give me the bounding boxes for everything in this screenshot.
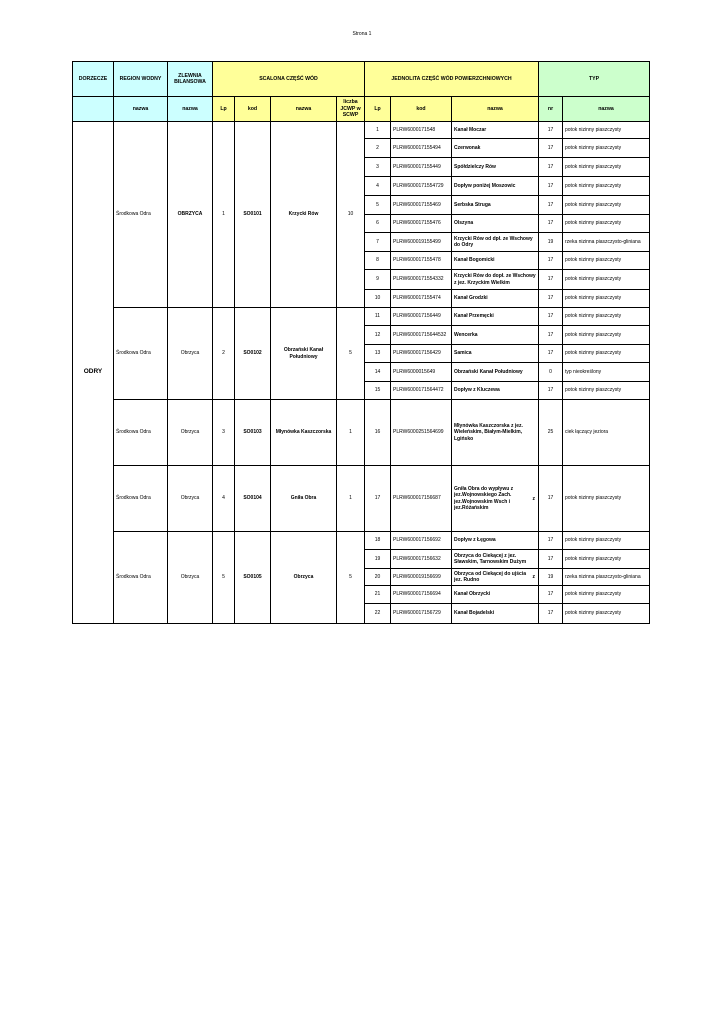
scwp-lp-cell: 5 <box>213 532 235 624</box>
region-cell: Środkowa Odra <box>114 122 168 308</box>
header-dorzecze: DORZECZE <box>73 62 114 97</box>
subheader-jcwp-nazwa: nazwa <box>452 97 539 122</box>
typ-nazwa-cell: typ nieokreślony <box>563 363 650 382</box>
table-row <box>73 532 650 550</box>
jcwp-kod-cell: PLRW600017155494 <box>391 139 452 158</box>
typ-nr-cell: 19 <box>539 569 563 586</box>
jcwp-lp-cell: 9 <box>365 270 391 290</box>
typ-nr-cell: 17 <box>539 532 563 550</box>
jcwp-lp-cell: 8 <box>365 252 391 270</box>
typ-nr-cell: 17 <box>539 252 563 270</box>
zlewnia-cell: Obrzyca <box>168 308 213 400</box>
jcwp-lp-cell: 21 <box>365 586 391 604</box>
subheader-zlewnia-nazwa: nazwa <box>168 97 213 122</box>
header-scalona: SCALONA CZĘŚĆ WÓD <box>213 62 365 97</box>
scwp-lp-cell: 3 <box>213 400 235 466</box>
jcwp-kod-cell: PLRW600017155449 <box>391 158 452 177</box>
region-cell: Środkowa Odra <box>114 466 168 532</box>
typ-nazwa-cell: potok nizinny piaszczysty <box>563 270 650 290</box>
subheader-scwp-nazwa: nazwa <box>271 97 337 122</box>
subheader-region-nazwa: nazwa <box>114 97 168 122</box>
jcwp-lp-cell: 5 <box>365 196 391 215</box>
header-region-wodny: REGION WODNY <box>114 62 168 97</box>
jcwp-kod-cell: PLRW6000171564472 <box>391 382 452 400</box>
typ-nazwa-cell: potok nizinny piaszczysty <box>563 326 650 345</box>
zlewnia-cell: OBRZYCA <box>168 122 213 308</box>
scwp-nazwa-cell: Gniła Obra <box>271 466 337 532</box>
typ-nr-cell: 17 <box>539 550 563 569</box>
typ-nazwa-cell: potok nizinny piaszczysty <box>563 382 650 400</box>
jcwp-nazwa-tail: z <box>532 495 535 502</box>
typ-nazwa-cell: ciek łączący jeziora <box>563 400 650 466</box>
jcwp-nazwa-cell: Samica <box>452 345 539 363</box>
jcwp-lp-cell: 7 <box>365 233 391 252</box>
typ-nazwa-cell: potok nizinny piaszczysty <box>563 252 650 270</box>
jcwp-kod-cell: PLRW600017155469 <box>391 196 452 215</box>
jcwp-kod-cell: PLRW6000171554729 <box>391 177 452 196</box>
header-jednolita: JEDNOLITA CZĘŚĆ WÓD POWIERZCHNIOWYCH <box>365 62 539 97</box>
header-row-1 <box>73 62 650 97</box>
typ-nazwa-cell: potok nizinny piaszczysty <box>563 345 650 363</box>
jcwp-nazwa-cell <box>452 569 539 586</box>
jcwp-nazwa-cell: Kanał Bojadelski <box>452 604 539 624</box>
jcwp-nazwa-cell: Dopływ poniżej Moszowic <box>452 177 539 196</box>
jcwp-kod-cell: PLRW6000171548 <box>391 122 452 139</box>
jcwp-lp-cell: 18 <box>365 532 391 550</box>
jcwp-nazwa-cell: Obrzański Kanał Południowy <box>452 363 539 382</box>
jcwp-kod-cell: PLRW600017155476 <box>391 215 452 233</box>
subheader-scwp-kod: kod <box>235 97 271 122</box>
table-row <box>73 466 650 532</box>
jcwp-kod-cell: PLRW60001715644532 <box>391 326 452 345</box>
typ-nr-cell: 17 <box>539 158 563 177</box>
jcwp-nazwa-cell: Młynówka Kaszczorska z jez. Wieleńskim, Białym-Mielkim, Lgińsko <box>452 400 539 466</box>
jcwp-lp-cell: 6 <box>365 215 391 233</box>
typ-nazwa-cell: potok nizinny piaszczysty <box>563 466 650 532</box>
jcwp-kod-cell: PLRW600017155474 <box>391 290 452 308</box>
jcwp-nazwa-cell: Kanał Grodzki <box>452 290 539 308</box>
page-label: Strona 1 <box>352 31 372 37</box>
typ-nr-cell: 17 <box>539 466 563 532</box>
typ-nr-cell: 17 <box>539 604 563 624</box>
typ-nazwa-cell: potok nizinny piaszczysty <box>563 177 650 196</box>
table-row <box>73 400 650 466</box>
subheader-blank <box>73 97 114 122</box>
jcwp-nazwa-cell: Kanał Bogomicki <box>452 252 539 270</box>
typ-nazwa-cell: potok nizinny piaszczysty <box>563 139 650 158</box>
zlewnia-cell: Obrzyca <box>168 532 213 624</box>
typ-nr-cell: 17 <box>539 196 563 215</box>
jcwp-kod-cell: PLRW600017156694 <box>391 586 452 604</box>
jcwp-lp-cell: 10 <box>365 290 391 308</box>
jcwp-lp-cell: 14 <box>365 363 391 382</box>
subheader-jcwp-lp: Lp <box>365 97 391 122</box>
typ-nr-cell: 17 <box>539 122 563 139</box>
jcwp-lp-cell: 11 <box>365 308 391 326</box>
typ-nazwa-cell: rzeka nizinna piaszczysto-gliniana <box>563 569 650 586</box>
subheader-typ-nazwa: nazwa <box>563 97 650 122</box>
jcwp-nazwa-cell: Wencerka <box>452 326 539 345</box>
jcwp-lp-cell: 13 <box>365 345 391 363</box>
scwp-lp-cell: 4 <box>213 466 235 532</box>
jcwp-nazwa-cell: Spółdzielczy Rów <box>452 158 539 177</box>
typ-nazwa-cell: potok nizinny piaszczysty <box>563 308 650 326</box>
jcwp-lp-cell: 15 <box>365 382 391 400</box>
scwp-lp-cell: 2 <box>213 308 235 400</box>
scwp-kod-cell: SO0102 <box>235 308 271 400</box>
scwp-liczba-cell: 1 <box>337 400 365 466</box>
typ-nr-cell: 17 <box>539 177 563 196</box>
jcwp-nazwa-cell: Olszyna <box>452 215 539 233</box>
jcwp-nazwa-cell: Krzycki Rów do dopł. ze Wschowy z jez. Krzyckim Wielkim <box>452 270 539 290</box>
subheader-liczba-jcwp: liczba JCWP w SCWP <box>337 97 365 122</box>
jcwp-nazwa-text: Gniła Obra do wypływu z jez.Wojnowskiego Zach. jez.Wojnowskim Wsch i jez.Różańskim <box>454 486 514 511</box>
jcwp-kod-cell: PLRW600017156692 <box>391 532 452 550</box>
scwp-nazwa-cell: Młynówka Kaszczorska <box>271 400 337 466</box>
typ-nazwa-cell: rzeka nizinna piaszczysto-gliniana <box>563 233 650 252</box>
scwp-kod-cell: SO0103 <box>235 400 271 466</box>
typ-nr-cell: 17 <box>539 382 563 400</box>
jcwp-kod-cell: PLRW600017156449 <box>391 308 452 326</box>
subheader-typ-nr: nr <box>539 97 563 122</box>
typ-nazwa-cell: potok nizinny piaszczysty <box>563 604 650 624</box>
typ-nazwa-cell: potok nizinny piaszczysty <box>563 586 650 604</box>
region-cell: Środkowa Odra <box>114 400 168 466</box>
table-row <box>73 122 650 139</box>
jcwp-lp-cell: 16 <box>365 400 391 466</box>
typ-nr-cell: 17 <box>539 326 563 345</box>
typ-nazwa-cell: potok nizinny piaszczysty <box>563 196 650 215</box>
scwp-lp-cell: 1 <box>213 122 235 308</box>
header-typ: TYP <box>539 62 650 97</box>
scwp-nazwa-cell: Obrzyca <box>271 532 337 624</box>
jcwp-kod-cell: PLRW600017156429 <box>391 345 452 363</box>
subheader-jcwp-kod: kod <box>391 97 452 122</box>
scwp-liczba-cell: 10 <box>337 122 365 308</box>
jcwp-lp-cell: 3 <box>365 158 391 177</box>
jcwp-nazwa-cell: Kanał Moczar <box>452 122 539 139</box>
jcwp-nazwa-cell: Kanał Obrzycki <box>452 586 539 604</box>
jcwp-kod-cell: PLRW600017155478 <box>391 252 452 270</box>
typ-nazwa-cell: potok nizinny piaszczysty <box>563 550 650 569</box>
jcwp-lp-cell: 17 <box>365 466 391 532</box>
region-cell: Środkowa Odra <box>114 308 168 400</box>
table-row <box>73 308 650 326</box>
typ-nr-cell: 17 <box>539 586 563 604</box>
jcwp-nazwa-cell <box>452 466 539 532</box>
jcwp-lp-cell: 12 <box>365 326 391 345</box>
scwp-kod-cell: SO0105 <box>235 532 271 624</box>
jcwp-lp-cell: 19 <box>365 550 391 569</box>
typ-nr-cell: 25 <box>539 400 563 466</box>
scwp-nazwa-cell: Krzycki Rów <box>271 122 337 308</box>
typ-nr-cell: 17 <box>539 290 563 308</box>
typ-nazwa-cell: potok nizinny piaszczysty <box>563 122 650 139</box>
jcwp-nazwa-cell: Kanał Przemęcki <box>452 308 539 326</box>
scwp-liczba-cell: 5 <box>337 532 365 624</box>
scwp-kod-cell: SO0101 <box>235 122 271 308</box>
typ-nr-cell: 17 <box>539 139 563 158</box>
scwp-liczba-cell: 5 <box>337 308 365 400</box>
jcwp-nazwa-cell: Dopływ z Kluczewa <box>452 382 539 400</box>
jcwp-nazwa-cell: Dopływ z Łęgowa <box>452 532 539 550</box>
water-bodies-table <box>72 61 650 624</box>
typ-nr-cell: 17 <box>539 345 563 363</box>
header-row-2 <box>73 97 650 122</box>
scwp-liczba-cell: 1 <box>337 466 365 532</box>
jcwp-nazwa-tail: z <box>532 573 535 580</box>
jcwp-nazwa-cell: Krzycki Rów od dpł. ze Wschowy do Odry <box>452 233 539 252</box>
typ-nazwa-cell: potok nizinny piaszczysty <box>563 532 650 550</box>
jcwp-kod-cell: PLRW600017156687 <box>391 466 452 532</box>
jcwp-kod-cell: PLRW6000015649 <box>391 363 452 382</box>
jcwp-kod-cell: PLRW6000171554332 <box>391 270 452 290</box>
typ-nr-cell: 17 <box>539 270 563 290</box>
region-cell: Środkowa Odra <box>114 532 168 624</box>
typ-nr-cell: 0 <box>539 363 563 382</box>
jcwp-lp-cell: 1 <box>365 122 391 139</box>
jcwp-lp-cell: 22 <box>365 604 391 624</box>
jcwp-nazwa-cell: Serbska Struga <box>452 196 539 215</box>
jcwp-nazwa-text: Obrzyca od Ciekącej do ujścia jez. Rudno <box>454 570 526 583</box>
jcwp-kod-cell: PLRW600019155499 <box>391 233 452 252</box>
scwp-nazwa-cell: Obrzański Kanał Południowy <box>271 308 337 400</box>
jcwp-lp-cell: 2 <box>365 139 391 158</box>
scwp-kod-cell: SO0104 <box>235 466 271 532</box>
typ-nazwa-cell: potok nizinny piaszczysty <box>563 158 650 177</box>
subheader-scwp-lp: Lp <box>213 97 235 122</box>
jcwp-kod-cell: PLRW600017156729 <box>391 604 452 624</box>
jcwp-lp-cell: 20 <box>365 569 391 586</box>
jcwp-nazwa-cell: Czerwonak <box>452 139 539 158</box>
typ-nr-cell: 19 <box>539 233 563 252</box>
jcwp-kod-cell: PLRW6000251564699 <box>391 400 452 466</box>
zlewnia-cell: Obrzyca <box>168 400 213 466</box>
typ-nazwa-cell: potok nizinny piaszczysty <box>563 290 650 308</box>
jcwp-nazwa-cell: Obrzyca do Ciekącej z jez. Sławskim, Tarnowskim Dużym <box>452 550 539 569</box>
jcwp-kod-cell: PLRW600017156632 <box>391 550 452 569</box>
jcwp-kod-cell: PLRW600019156699 <box>391 569 452 586</box>
header-zlewnia: ZLEWNIA BILANSOWA <box>168 62 213 97</box>
typ-nr-cell: 17 <box>539 308 563 326</box>
typ-nr-cell: 17 <box>539 215 563 233</box>
zlewnia-cell: Obrzyca <box>168 466 213 532</box>
jcwp-lp-cell: 4 <box>365 177 391 196</box>
typ-nazwa-cell: potok nizinny piaszczysty <box>563 215 650 233</box>
dorzecze-cell: ODRY <box>73 122 114 624</box>
